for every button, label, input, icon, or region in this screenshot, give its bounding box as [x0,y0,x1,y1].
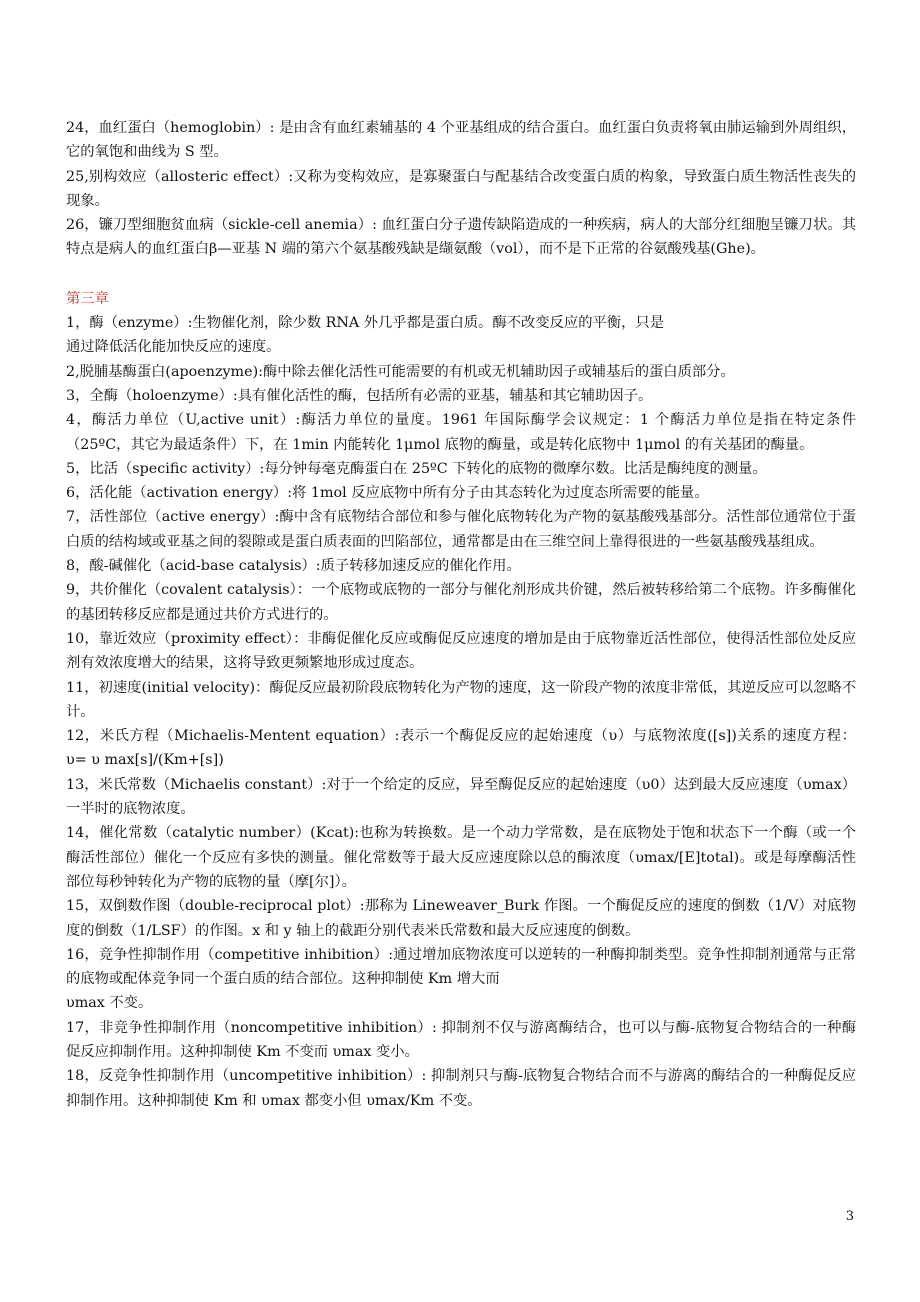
definition-paragraph: 10，靠近效应（proximity effect）：非酶促催化反应或酶促反应速度的增加是由于底物靠近活性部位，使得活性部位处反应剂有效浓度增大的结果，这将导致更频繁地形成过度态。 [66,630,856,672]
definition-paragraph: 2,脱脯基酶蛋白(apoenzyme):酶中除去催化活性可能需要的有机或无机辅助因子或辅基后的蛋白质部分。 [66,363,735,380]
definition-paragraph: 15，双倒数作图（double-reciprocal plot）:那称为 Lineweaver_Burk 作图。一个酶促反应的速度的倒数（1/V）对底物度的倒数（1/LSF）的作图。x 和 y 轴上的截距分别代表米氏常数和最大反应速度的倒数。 [66,898,856,939]
section-chapter-2-tail [66,116,856,262]
definition-paragraph: 13，米氏常数（Michaelis constant）:对于一个给定的反应，异至酶促反应的起始速度（υ0）达到最大反应速度（υmax）一半时的底物浓度。 [66,776,856,818]
section-chapter-3 [66,311,856,1113]
definition-paragraph: 18，反竞争性抑制作用（uncompetitive inhibition）: 抑制剂只与酶-底物复合物结合而不与游离的酶结合的一种酶促反应抑制作用。这种抑制使 Km 和 υmax 都变小但 υmax/Km 不变。 [66,1068,856,1109]
definition-paragraph: 11，初速度(initial velocity)：酶促反应最初阶段底物转化为产物的速度，这一阶段产物的浓度非常低，其逆反应可以忽略不计。 [66,679,856,720]
definition-paragraph: 9，共价催化（covalent catalysis）：一个底物或底物的一部分与催化剂形成共价键，然后被转移给第二个底物。许多酶催化的基团转移反应都是通过共价方式进行的。 [66,582,856,623]
spacer [66,262,856,287]
definition-paragraph: 16，竞争性抑制作用（competitive inhibition）:通过增加底物浓度可以逆转的一种酶抑制类型。竞争性抑制剂通常与正常的底物或配体竞争同一个蛋白质的结合部位。这种抑制使 Km 增大而 [66,946,856,988]
definition-paragraph: 8，酸-碱催化（acid-base catalysis）:质子转移加速反应的催化作用。 [66,558,521,575]
definition-paragraph: 5，比活（specific activity）:每分钟每毫克酶蛋白在 25ºC 下转化的底物的微摩尔数。比活是酶纯度的测量。 [66,460,767,477]
definition-paragraph: 6，活化能（activation energy）:将 1mol 反应底物中所有分子由其态转化为过度态所需要的能量。 [66,485,709,502]
chapter-heading: 第三章 [66,290,109,307]
definition-paragraph: 12，米氏方程（Michaelis-Mentent equation）:表示一个酶促反应的起始速度（υ）与底物浓度([s])关系的速度方程： υ= υ max[s]/(Km+[s]) [66,728,856,769]
definition-paragraph: 24，血红蛋白（hemoglobin）: 是由含有血红素辅基的 4 个亚基组成的结合蛋白。血红蛋白负责将氧由肺运输到外周组织，它的氧饱和曲线为 S 型。 [66,120,856,161]
definition-paragraph: 通过降低活化能加快反应的速度。 [66,339,281,356]
definition-paragraph: 3，全酶（holoenzyme）:具有催化活性的酶，包括所有必需的亚基，辅基和其它辅助因子。 [66,387,653,404]
definition-paragraph: 26，镰刀型细胞贫血病（sickle-cell anemia）: 血红蛋白分子遗传缺陷造成的一种疾病，病人的大部分红细胞呈镰刀状。其特点是病人的血红蛋白β—亚基 N 端的第六个氨基酸残缺是缬氨酸（vol），而不是下正常的谷氨酸残基(Ghe)。 [66,217,856,258]
definition-paragraph: 14，催化常数（catalytic number）(Kcat):也称为转换数。是一个动力学常数，是在底物处于饱和状态下一个酶（或一个酶活性部位）催化一个反应有多快的测量。催化常数等于最大反应速度除以总的酶浓度（υmax/[E]total)。或是每摩酶活性部位每秒钟转化为产物的底物的量（摩[尔]）。 [66,825,856,890]
definition-paragraph: 1，酶（enzyme）:生物催化剂，除少数 RNA 外几乎都是蛋白质。酶不改变反应的平衡，只是 [66,315,664,332]
definition-paragraph: 17，非竞争性抑制作用（noncompetitive inhibition）: 抑制剂不仅与游离酶结合，也可以与酶-底物复合物结合的一种酶促反应抑制作用。这种抑制使 Km 不变而 υmax 变小。 [66,1019,856,1060]
definition-paragraph: 7，活性部位（active energy）:酶中含有底物结合部位和参与催化底物转化为产物的氨基酸残基部分。活性部位通常位于蛋白质的结构域或亚基之间的裂隙或是蛋白质表面的凹陷部位，通常都是由在三维空间上靠得很进的一些氨基酸残基组成。 [66,509,856,550]
definition-paragraph: 4，酶活力单位（U,active unit）:酶活力单位的量度。1961 年国际酶学会议规定：1 个酶活力单位是指在特定条件（25ºC，其它为最适条件）下，在 1min 内能转化 1μmol 底物的酶量，或是转化底物中 1μmol 的有关基团的酶量。 [66,412,856,453]
page-number: 3 [845,1209,854,1224]
definition-paragraph: 25,别构效应（allosteric effect）:又称为变构效应，是寡聚蛋白与配基结合改变蛋白质的构象，导致蛋白质生物活性丧失的现象。 [66,168,856,209]
definition-paragraph: υmax 不变。 [66,995,153,1012]
